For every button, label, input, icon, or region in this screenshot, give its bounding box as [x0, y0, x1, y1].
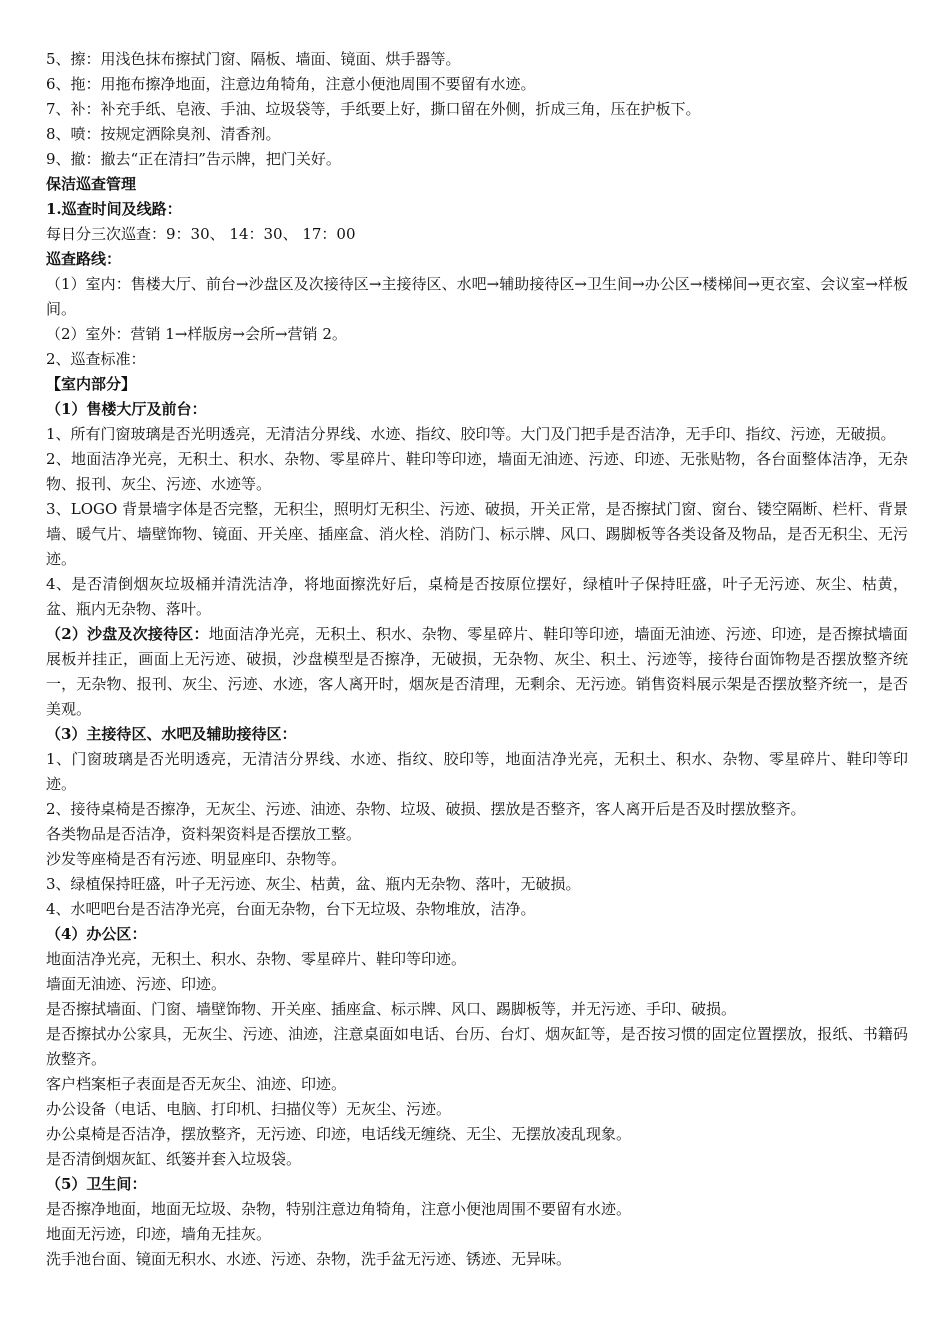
heading-text: 【室内部分】 — [46, 375, 137, 393]
paragraph-text: 办公桌椅是否洁净，摆放整齐，无污迹、印迹，电话线无缠绕、无尘、无摆放凌乱现象。 — [46, 1125, 632, 1143]
paragraph-text: 墙面无油迹、污迹、印迹。 — [46, 975, 227, 993]
paragraph-text: 4、是否清倒烟灰垃圾桶并清洗洁净，将地面擦洗好后，桌椅是否按原位摆好，绿植叶子保持旺盛，叶子无污迹、灰尘、枯黄，盆、瓶内无杂物、落叶。 — [46, 575, 908, 618]
paragraph — [46, 222, 908, 247]
section-heading — [46, 172, 908, 197]
heading-text: 巡查路线： — [46, 250, 122, 268]
paragraph — [46, 1147, 908, 1172]
paragraph-text: 9、撤：撤去“正在清扫”告示牌，把门关好。 — [46, 150, 341, 168]
paragraph — [46, 997, 908, 1022]
paragraph-text: 各类物品是否洁净，资料架资料是否摆放工整。 — [46, 825, 362, 843]
paragraph — [46, 847, 908, 872]
heading-text: 保洁巡查管理 — [46, 175, 137, 193]
paragraph-text: 7、补：补充手纸、皂液、手油、垃圾袋等，手纸要上好，撕口留在外侧，折成三角，压在护板下。 — [46, 100, 701, 118]
paragraph-text: 客户档案柜子表面是否无灰尘、油迹、印迹。 — [46, 1075, 347, 1093]
paragraph — [46, 497, 908, 572]
paragraph — [46, 422, 908, 447]
paragraph — [46, 797, 908, 822]
paragraph-text: 4、水吧吧台是否洁净光亮，台面无杂物，台下无垃圾、杂物堆放，洁净。 — [46, 900, 536, 918]
heading-text: （4）办公区： — [46, 925, 147, 943]
paragraph-text: 1、门窗玻璃是否光明透亮，无清洁分界线、水迹、指纹、胶印等，地面洁净光亮，无积土、积水、杂物、零星碎片、鞋印等印迹。 — [46, 750, 908, 793]
paragraph — [46, 1247, 908, 1272]
paragraph — [46, 1097, 908, 1122]
paragraph-text: 2、接待桌椅是否擦净，无灰尘、污迹、油迹、杂物、垃圾、破损、摆放是否整齐，客人离开后是否及时摆放整齐。 — [46, 800, 806, 818]
section-heading — [46, 397, 908, 422]
paragraph-text: （1）室内：售楼大厅、前台→沙盘区及次接待区→主接待区、水吧→辅助接待区→卫生间→办公区→楼梯间→更衣室、会议室→样板间。 — [46, 275, 908, 318]
paragraph — [46, 1122, 908, 1147]
section-heading — [46, 922, 908, 947]
section-heading — [46, 372, 908, 397]
paragraph-text: 是否擦净地面，地面无垃圾、杂物，特别注意边角犄角，注意小便池周围不要留有水迹。 — [46, 1200, 632, 1218]
paragraph — [46, 822, 908, 847]
paragraph — [46, 972, 908, 997]
paragraph — [46, 272, 908, 322]
paragraph — [46, 622, 908, 722]
paragraph-text: 1、所有门窗玻璃是否光明透亮，无清洁分界线、水迹、指纹、胶印等。大门及门把手是否洁净，无手印、指纹、污迹，无破损。 — [46, 425, 896, 443]
paragraph-text: 地面洁净光亮，无积土、积水、杂物、零星碎片、鞋印等印迹，墙面无油迹、污迹、印迹，是否擦拭墙面展板并挂正，画面上无污迹、破损，沙盘模型是否擦净，无破损，无杂物、灰尘、积土、污迹等，接待台面饰物是否摆放整齐统一，无杂物、报刊、灰尘、污迹、水迹，客人离开时，烟灰是否清理，无剩余、无污迹。销售资料展示架是否摆放整齐统一，是否美观。 — [46, 625, 908, 718]
paragraph-text: 地面无污迹，印迹，墙角无挂灰。 — [46, 1225, 272, 1243]
paragraph — [46, 47, 908, 72]
paragraph-text: 3、LOGO 背景墙字体是否完整，无积尘，照明灯无积尘、污迹、破损，开关正常，是否擦拭门窗、窗台、镂空隔断、栏杆、背景墙、暖气片、墙壁饰物、镜面、开关座、插座盒、消火栓、消防门、标示牌、风口、踢脚板等各类设备及物品，是否无积尘、无污迹。 — [46, 500, 908, 568]
paragraph-text: 2、地面洁净光亮，无积土、积水、杂物、零星碎片、鞋印等印迹，墙面无油迹、污迹、印迹、无张贴物，各台面整体洁净，无杂物、报刊、灰尘、污迹、水迹等。 — [46, 450, 908, 493]
heading-text: （1）售楼大厅及前台： — [46, 400, 207, 418]
paragraph — [46, 1022, 908, 1072]
paragraph — [46, 97, 908, 122]
section-heading — [46, 247, 908, 272]
paragraph — [46, 872, 908, 897]
paragraph-text: 洗手池台面、镜面无积水、水迹、污迹、杂物，洗手盆无污迹、锈迹、无异味。 — [46, 1250, 572, 1268]
paragraph — [46, 1072, 908, 1097]
paragraph-text: 6、拖：用拖布擦净地面，注意边角犄角，注意小便池周围不要留有水迹。 — [46, 75, 536, 93]
paragraph-text: （2）室外：营销 1→样版房→会所→营销 2。 — [46, 325, 347, 343]
paragraph-text: 8、喷：按规定洒除臭剂、清香剂。 — [46, 125, 281, 143]
paragraph — [46, 122, 908, 147]
paragraph — [46, 447, 908, 497]
paragraph — [46, 147, 908, 172]
heading-text: （3）主接待区、水吧及辅助接待区： — [46, 725, 297, 743]
paragraph — [46, 1197, 908, 1222]
heading-text: （5）卫生间： — [46, 1175, 147, 1193]
paragraph-text: 5、擦：用浅色抹布擦拭门窗、隔板、墙面、镜面、烘手器等。 — [46, 50, 461, 68]
paragraph — [46, 1222, 908, 1247]
document-page — [46, 47, 908, 1272]
paragraph-text: 每日分三次巡查：9：30、 14：30、 17：00 — [46, 225, 356, 243]
section-heading — [46, 1172, 908, 1197]
paragraph-text: 3、绿植保持旺盛，叶子无污迹、灰尘、枯黄，盆、瓶内无杂物、落叶，无破损。 — [46, 875, 581, 893]
paragraph-text: 是否清倒烟灰缸、纸篓并套入垃圾袋。 — [46, 1150, 302, 1168]
inline-heading: （2）沙盘及次接待区： — [46, 625, 209, 643]
paragraph — [46, 897, 908, 922]
paragraph — [46, 72, 908, 97]
paragraph-text: 是否擦拭办公家具，无灰尘、污迹、油迹，注意桌面如电话、台历、台灯、烟灰缸等，是否按习惯的固定位置摆放，报纸、书籍码放整齐。 — [46, 1025, 908, 1068]
paragraph — [46, 347, 908, 372]
paragraph-text: 沙发等座椅是否有污迹、明显座印、杂物等。 — [46, 850, 347, 868]
paragraph-text: 2、巡查标准： — [46, 350, 146, 368]
paragraph-text: 是否擦拭墙面、门窗、墙壁饰物、开关座、插座盒、标示牌、风口、踢脚板等，并无污迹、手印、破损。 — [46, 1000, 737, 1018]
section-heading — [46, 197, 908, 222]
heading-text: 1.巡查时间及线路： — [46, 200, 182, 218]
section-heading — [46, 722, 908, 747]
paragraph-text: 办公设备（电话、电脑、打印机、扫描仪等）无灰尘、污迹。 — [46, 1100, 452, 1118]
paragraph — [46, 947, 908, 972]
paragraph — [46, 572, 908, 622]
paragraph — [46, 322, 908, 347]
paragraph — [46, 747, 908, 797]
paragraph-text: 地面洁净光亮，无积土、积水、杂物、零星碎片、鞋印等印迹。 — [46, 950, 467, 968]
